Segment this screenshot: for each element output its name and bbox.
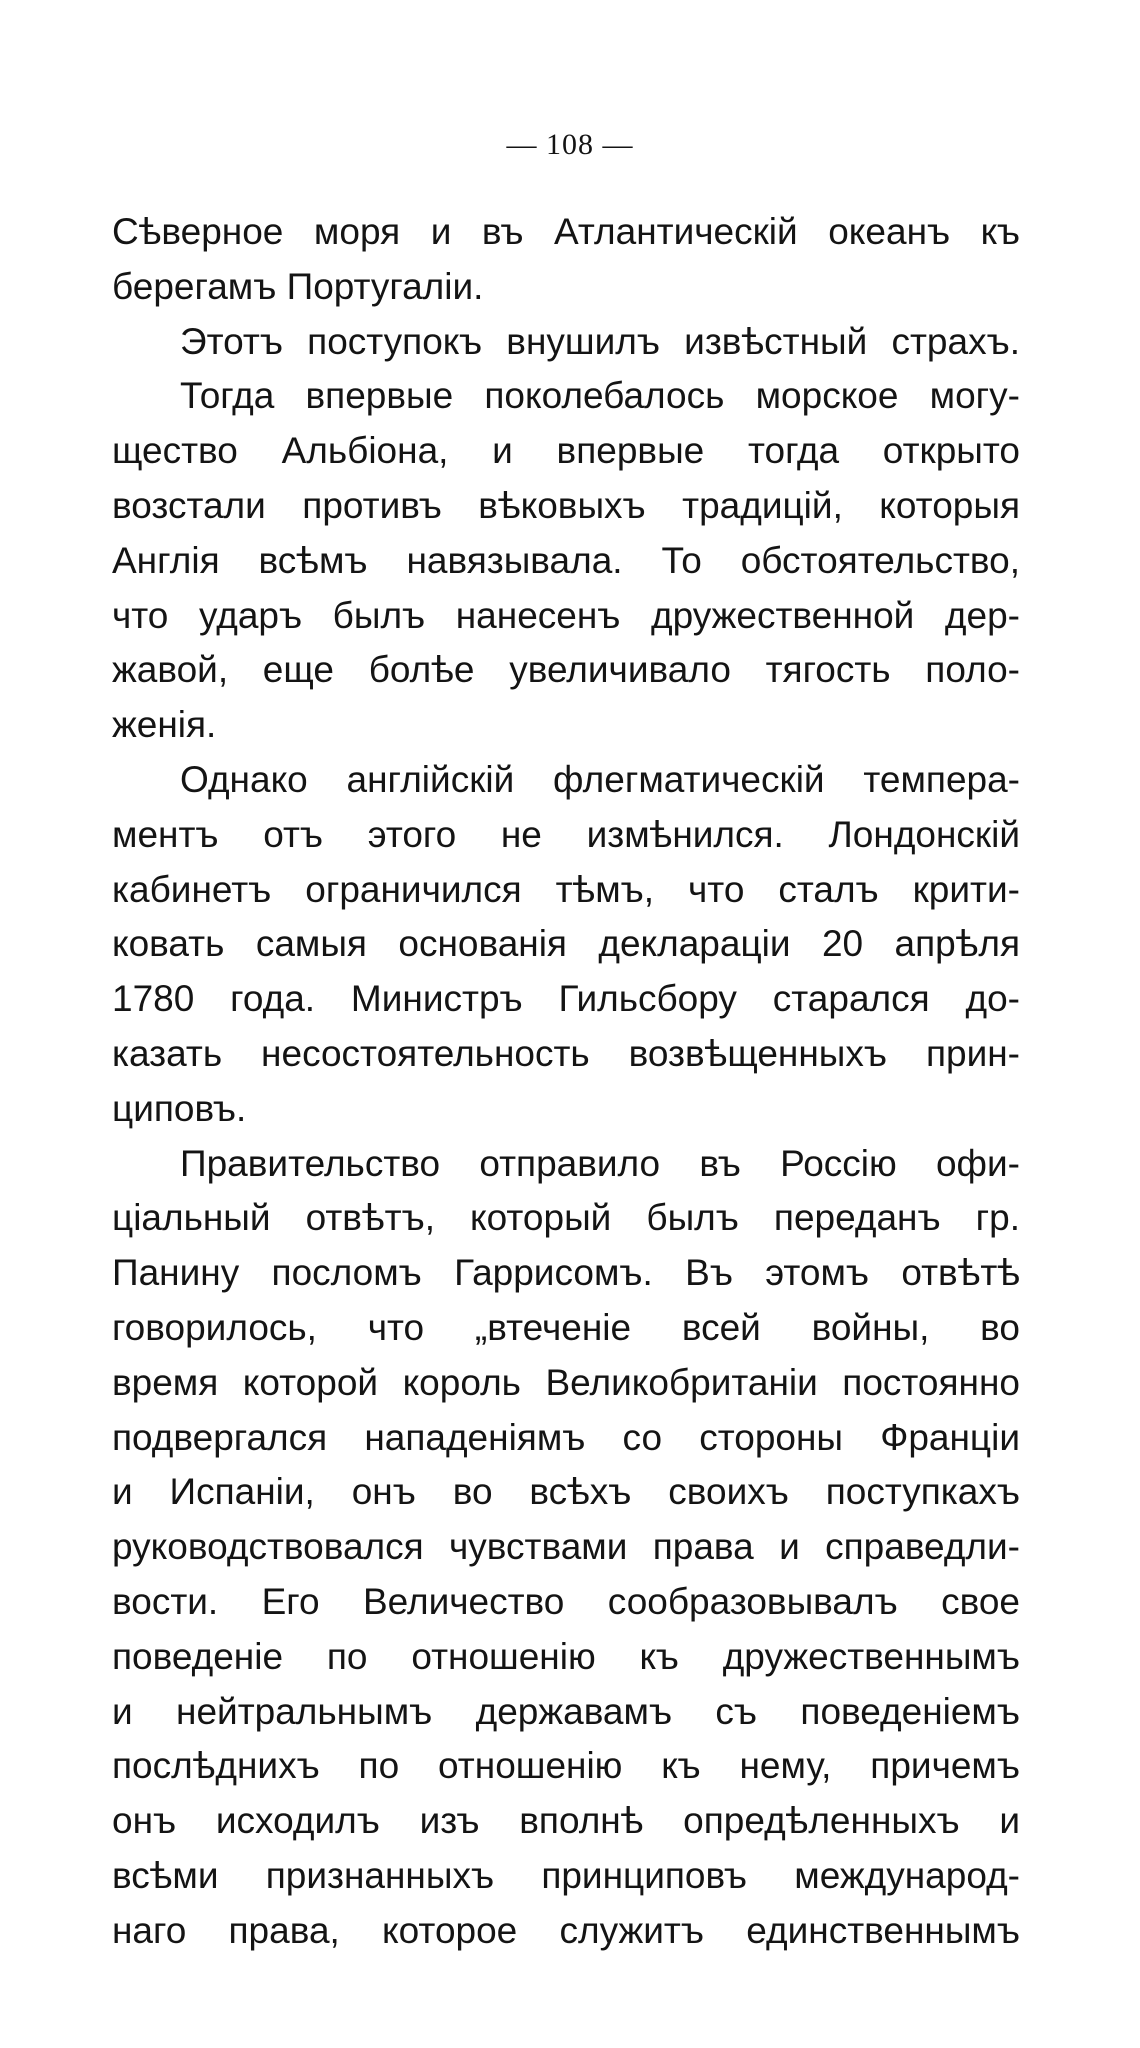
text-line: всѣми признанныхъ принциповъ международ- [112,1854,1020,1896]
text-line: щество Альбіона, и впервые тогда открыто [112,430,1020,472]
text-line: Тогда впервые поколебалось морское могу- [180,375,1020,417]
text-line: Сѣверное моря и въ Атлантическій океанъ къ [112,211,1020,252]
text-line: казать несостоятельность возвѣщенныхъ прин- [112,1032,1020,1074]
text-line: Англія всѣмъ навязывала. То обстоятельство, [112,539,1020,581]
text-line: подвергался нападеніямъ со стороны Франціи [112,1416,1020,1458]
text-line: циповъ. [112,1087,247,1129]
text-line: что ударъ былъ нанесенъ дружественной дер- [112,594,1020,636]
text-line: кабинетъ ограничился тѣмъ, что сталъ крити- [112,868,1020,910]
text-line: руководствовался чувствами права и справедли- [112,1526,1020,1568]
text-line: ментъ отъ этого не измѣнился. Лондонскій [112,813,1020,855]
text-line: Этотъ поступокъ внушилъ извѣстный страхъ. [180,320,1020,362]
text-line: вости. Его Величество сообразовывалъ свое [112,1580,1020,1622]
text-line: жавой, еще болѣе увеличивало тягость поло- [112,649,1020,691]
text-line: женія. [112,704,217,746]
text-line: поведеніе по отношенію къ дружественнымъ [112,1635,1020,1677]
page-number: — 108 — [506,128,634,161]
text-line: Однако англійскій флегматическій темпера- [180,758,1020,800]
page-body-text [112,205,1020,1959]
text-line: ковать самыя основанія деклараціи 20 апрѣля [112,923,1020,965]
text-line: и нейтральнымъ державамъ съ поведеніемъ [112,1690,1020,1732]
text-line: онъ исходилъ изъ вполнѣ опредѣленныхъ и [112,1800,1020,1842]
text-line: время которой король Великобританіи постоянно [112,1361,1020,1403]
text-line: 1780 года. Министръ Гильсбору старался до- [112,978,1020,1020]
text-line: Панину посломъ Гаррисомъ. Въ этомъ отвѣтѣ [112,1252,1020,1294]
text-line: ціальный отвѣтъ, который былъ переданъ гр. [112,1197,1020,1239]
text-line: и Испаніи, онъ во всѣхъ своихъ поступкахъ [112,1471,1020,1513]
text-line: послѣднихъ по отношенію къ нему, причемъ [112,1745,1020,1787]
text-line: наго права, которое служитъ единственнымъ [112,1909,1020,1951]
text-line: говорилось, что „втеченіе всей войны, во [112,1306,1020,1348]
text-line: возстали противъ вѣковыхъ традицій, которыя [112,484,1020,526]
text-line: Правительство отправило въ Россію офи- [180,1142,1020,1184]
text-line: берегамъ Португаліи. [112,265,484,307]
